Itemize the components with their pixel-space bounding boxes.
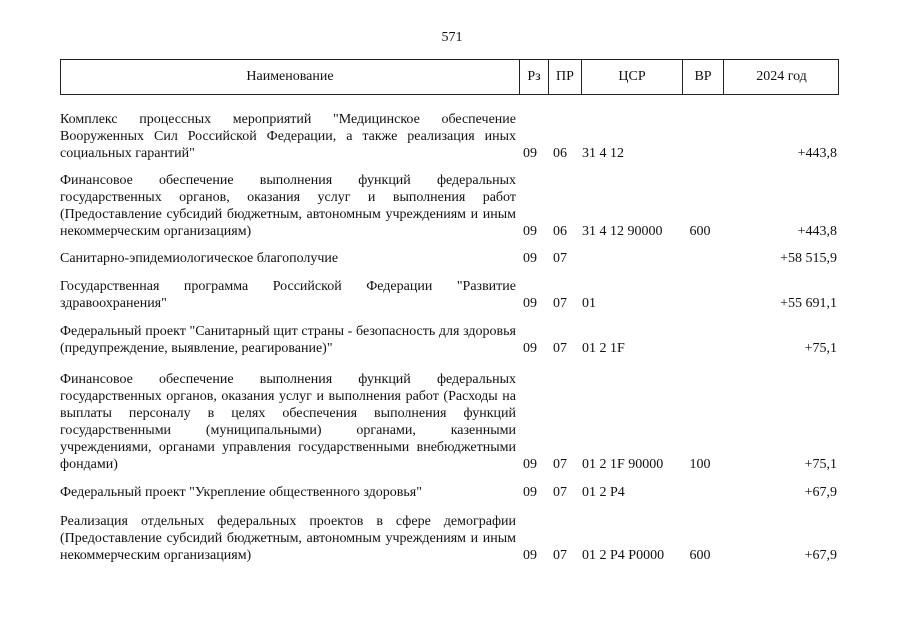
row-sum: +443,8 <box>797 224 837 239</box>
header-csr: ЦСР <box>581 60 682 94</box>
row-pr: 06 <box>553 224 567 239</box>
row-sum: +58 515,9 <box>780 251 837 266</box>
row-rz: 09 <box>523 224 537 239</box>
row-pr: 06 <box>553 146 567 161</box>
row-name: Федеральный проект "Санитарный щит страны - безопасность для здоровья (предупреждение, выявление, реагирование)" <box>60 324 516 356</box>
row-name: Санитарно-эпидемиологическое благополучие <box>60 251 339 266</box>
header-vr: ВР <box>682 60 723 94</box>
table-header <box>60 59 839 95</box>
row-csr: 01 2 1F <box>582 341 625 356</box>
row-vr: 600 <box>689 224 711 239</box>
row-rz: 09 <box>523 457 537 472</box>
row-pr: 07 <box>553 457 567 472</box>
header-pr: ПР <box>548 60 581 94</box>
table-row <box>60 278 839 312</box>
row-sum: +67,9 <box>804 485 837 500</box>
row-rz: 09 <box>523 251 537 266</box>
row-sum: +75,1 <box>804 457 837 472</box>
row-rz: 09 <box>523 548 537 563</box>
row-pr: 07 <box>553 251 567 266</box>
row-pr: 07 <box>553 341 567 356</box>
row-sum: +67,9 <box>804 548 837 563</box>
row-csr: 31 4 12 <box>582 146 624 161</box>
row-rz: 09 <box>523 296 537 311</box>
table-row <box>60 484 839 501</box>
table-row <box>60 513 839 564</box>
row-sum: +55 691,1 <box>780 296 837 311</box>
row-name: Реализация отдельных федеральных проектов в сфере демографии (Предоставление субсидий бюджетным, автономным учреждениям и иным некоммерческим организациям) <box>60 514 516 563</box>
row-name: Финансовое обеспечение выполнения функций федеральных государственных органов, оказания услуг и выполнения работ (Расходы на выплаты персоналу в целях обеспечения выполнения функций государственными (муниципальными) органами, казенными учреждениями, органами управления государственными внебюджетными фондами) <box>60 372 516 472</box>
row-sum: +75,1 <box>804 341 837 356</box>
table-row <box>60 111 839 162</box>
table-row <box>60 250 839 267</box>
row-csr: 01 2 P4 <box>582 485 625 500</box>
row-csr: 01 2 P4 P0000 <box>582 548 665 563</box>
row-rz: 09 <box>523 146 537 161</box>
row-csr: 01 2 1F 90000 <box>582 457 664 472</box>
page-number: 571 <box>441 30 463 45</box>
row-rz: 09 <box>523 485 537 500</box>
table-row <box>60 172 839 240</box>
header-year: 2024 год <box>723 60 839 94</box>
row-sum: +443,8 <box>797 146 837 161</box>
row-vr: 600 <box>689 548 711 563</box>
row-csr: 31 4 12 90000 <box>582 224 663 239</box>
header-name: Наименование <box>246 69 334 84</box>
row-vr: 100 <box>689 457 711 472</box>
row-rz: 09 <box>523 341 537 356</box>
row-name: Федеральный проект "Укрепление общественного здоровья" <box>60 485 422 500</box>
row-name: Финансовое обеспечение выполнения функций федеральных государственных органов, оказания услуг и выполнения работ (Предоставление субсидий бюджетным, автономным учреждениям и иным некоммерческим организациям) <box>60 173 516 239</box>
row-csr: 01 <box>582 296 596 311</box>
table-row <box>60 323 839 357</box>
row-pr: 07 <box>553 548 567 563</box>
row-pr: 07 <box>553 485 567 500</box>
row-name: Комплекс процессных мероприятий "Медицинское обеспечение Вооруженных Сил Российской Федерации, а также реализация иных социальных гарантий" <box>60 112 516 161</box>
header-rz: Рз <box>519 60 548 94</box>
row-pr: 07 <box>553 296 567 311</box>
row-name: Государственная программа Российской Федерации "Развитие здравоохранения" <box>60 279 516 311</box>
table-row <box>60 371 839 473</box>
